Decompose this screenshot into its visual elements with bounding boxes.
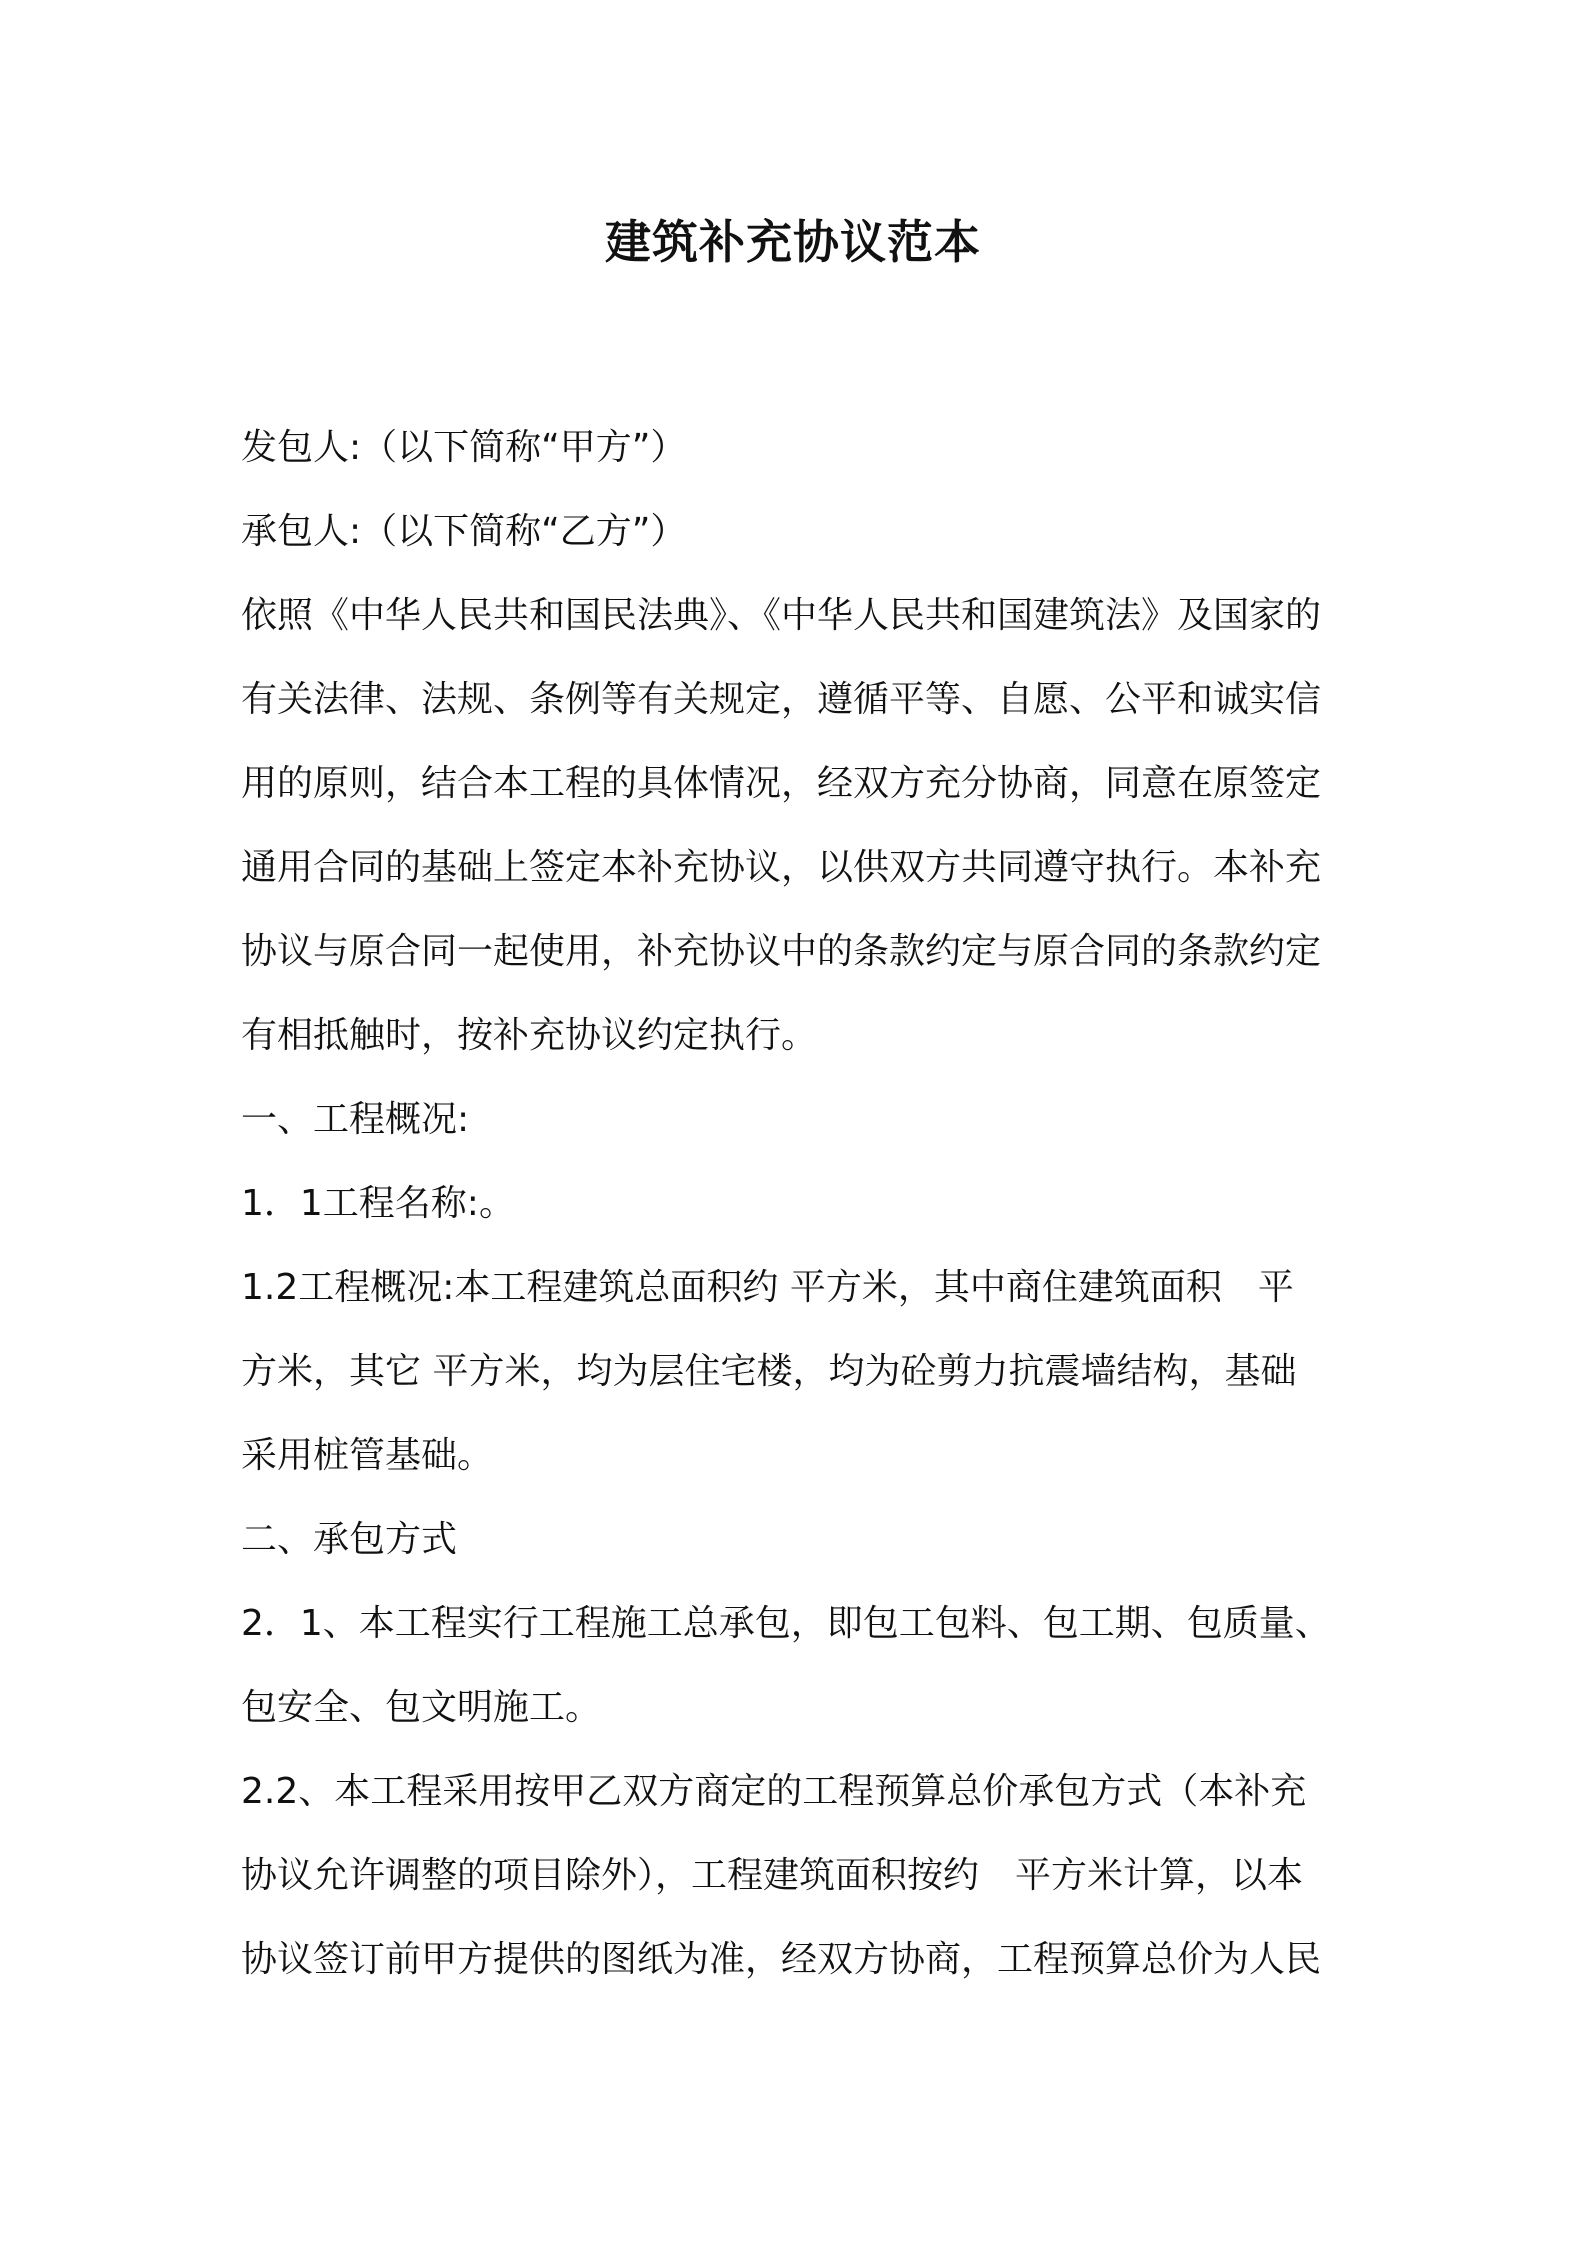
text-line: 方米，其它 平方米，均为层住宅楼，均为砼剪力抗震墙结构，基础: [241, 1351, 1297, 1392]
text-line-contractor: 承包人:（以下简称“乙方”）: [241, 511, 687, 552]
section-heading-contract-method: 二、承包方式: [241, 1519, 458, 1560]
text-line: 有相抵触时，按补充协议约定执行。: [241, 1015, 818, 1056]
text-line: 协议允许调整的项目除外），工程建筑面积按约 平方米计算，以本: [241, 1855, 1304, 1896]
text-line: 通用合同的基础上签定本补充协议，以供双方共同遵守执行。本补充: [241, 847, 1322, 888]
text-line: 1．1工程名称:。: [241, 1183, 515, 1224]
text-line: 协议签订前甲方提供的图纸为准，经双方协商，工程预算总价为人民: [241, 1939, 1322, 1980]
text-line-employer: 发包人:（以下简称“甲方”）: [241, 427, 687, 468]
section-heading-project-overview: 一、工程概况:: [241, 1099, 470, 1140]
text-line: 1.2工程概况:本工程建筑总面积约 平方米，其中商住建筑面积 平: [241, 1267, 1294, 1308]
text-line: 协议与原合同一起使用，补充协议中的条款约定与原合同的条款约定: [241, 931, 1322, 972]
document-title: 建筑补充协议范本: [605, 215, 981, 269]
document-body: [241, 406, 1361, 2002]
text-line: 用的原则，结合本工程的具体情况，经双方充分协商，同意在原签定: [241, 763, 1322, 804]
text-line: 2.2、本工程采用按甲乙双方商定的工程预算总价承包方式（本补充: [241, 1771, 1307, 1812]
text-line: 依照《中华人民共和国民法典》、《中华人民共和国建筑法》及国家的: [241, 595, 1322, 636]
text-line: 采用桩管基础。: [241, 1435, 494, 1476]
text-line: 有关法律、法规、条例等有关规定，遵循平等、自愿、公平和诚实信: [241, 679, 1322, 720]
text-line: 2．1、本工程实行工程施工总承包，即包工包料、包工期、包质量、: [241, 1603, 1331, 1644]
text-line: 包安全、包文明施工。: [241, 1687, 602, 1728]
